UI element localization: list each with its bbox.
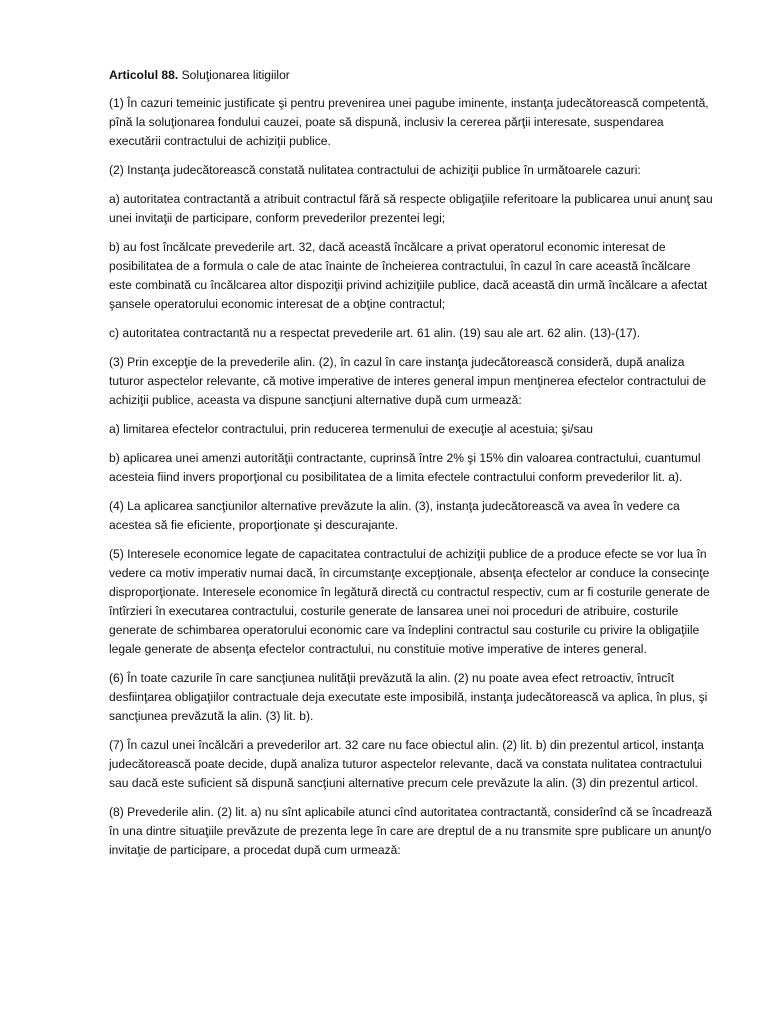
paragraph-3a: a) limitarea efectelor contractului, prin reducerea termenului de execuţie al acestuia; şi/sau	[109, 422, 593, 436]
paragraph-7: (7) În cazul unei încălcări a prevederilor art. 32 care nu face obiectul alin. (2) lit. b) din prezentul articol, instanţa judecătorească poate decide, după analiza tuturor aspectelor relevante, dacă va constata nulitatea contractului sau dacă este suficient să dispună sancţiuni alternative precum cele prevăzute la alin. (3) din prezentul articol.	[109, 738, 704, 790]
paragraph-2b: b) au fost încălcate prevederile art. 32, dacă această încălcare a privat operatorul economic interesat de posibilitatea de a formula o cale de atac înainte de încheierea contractului, în cazul în care această încălcare este combinată cu încălcarea altor dispoziţii privind achiziţiile publice, dacă această din urmă încălcare a afectat şansele operatorului economic interesat de a obţine contractul;	[109, 240, 708, 311]
paragraph-4: (4) La aplicarea sancţiunilor alternative prevăzute la alin. (3), instanţa judecătorească va avea în vedere ca acestea să fie eficiente, proporţionate şi descurajante.	[109, 499, 680, 532]
paragraph-8: (8) Prevederile alin. (2) lit. a) nu sînt aplicabile atunci cînd autoritatea contractantă, considerînd că se încadrează în una dintre situaţiile prevăzute de prezenta lege în care are dreptul de a nu transmite spre publicare un anunţ/o invitaţie de participare, a procedat după cum urmează:	[109, 805, 712, 857]
paragraph-3: (3) Prin excepţie de la prevederile alin. (2), în cazul în care instanţa judecătorească consideră, după analiza tuturor aspectelor relevante, că motive imperative de interes general impun menţinerea efectelor contractului de achiziţii publice, aceasta va dispune sancţiuni alternative după cum urmează:	[109, 355, 706, 407]
paragraph-5: (5) Interesele economice legate de capacitatea contractului de achiziţii publice de a produce efecte se vor lua în vedere ca motiv imperativ numai dacă, în circumstanţe excepţionale, absenţa efectelor ar conduce la consecinţe disproporţionate. Interesele economice în legătură directă cu contractul respectiv, cum ar fi costurile generate de întîrzieri în executarea contractului, costurile generate de lansarea unei noi proceduri de atribuire, costurile generate de schimbarea operatorului economic care va îndeplini contractul sau costurile cu privire la obligaţiile legale generate de absenţa efectelor contractului, nu constituie motive imperative de interes general.	[109, 547, 710, 656]
article-heading	[109, 66, 714, 85]
paragraph-2a: a) autoritatea contractantă a atribuit contractul fără să respecte obligaţiile referitoare la publicarea unui anunţ sau unei invitaţii de participare, conform prevederilor prezentei legi;	[109, 192, 713, 225]
paragraph-3b: b) aplicarea unei amenzi autorităţii contractante, cuprinsă între 2% şi 15% din valoarea contractului, cuantumul acesteia fiind invers proporţional cu posibilitatea de a limita efectele contractului conform prevederilor lit. a).	[109, 451, 701, 484]
paragraph-1: (1) În cazuri temeinic justificate şi pentru prevenirea unei pagube iminente, instanţa judecătorească competentă, pînă la soluţionarea fondului cauzei, poate să dispună, inclusiv la cererea părţii interesate, suspendarea executării contractului de achiziţii publice.	[109, 96, 709, 148]
paragraph-2c: c) autoritatea contractantă nu a respectat prevederile art. 61 alin. (19) sau ale art. 62 alin. (13)-(17).	[109, 326, 641, 340]
paragraph-2: (2) Instanţa judecătorească constată nulitatea contractului de achiziţii publice în următoarele cazuri:	[109, 163, 641, 177]
paragraph-6: (6) În toate cazurile în care sancţiunea nulităţii prevăzută la alin. (2) nu poate avea efect retroactiv, întrucît desfiinţarea obligaţiilor contractuale deja executate este imposibilă, instanţa judecătorească va aplica, în plus, şi sancţiunea prevăzută la alin. (3) lit. b).	[109, 671, 708, 723]
article-number: Articolul 88.	[109, 68, 179, 82]
document-page	[109, 66, 714, 870]
article-title: Soluţionarea litigiilor	[181, 68, 290, 82]
